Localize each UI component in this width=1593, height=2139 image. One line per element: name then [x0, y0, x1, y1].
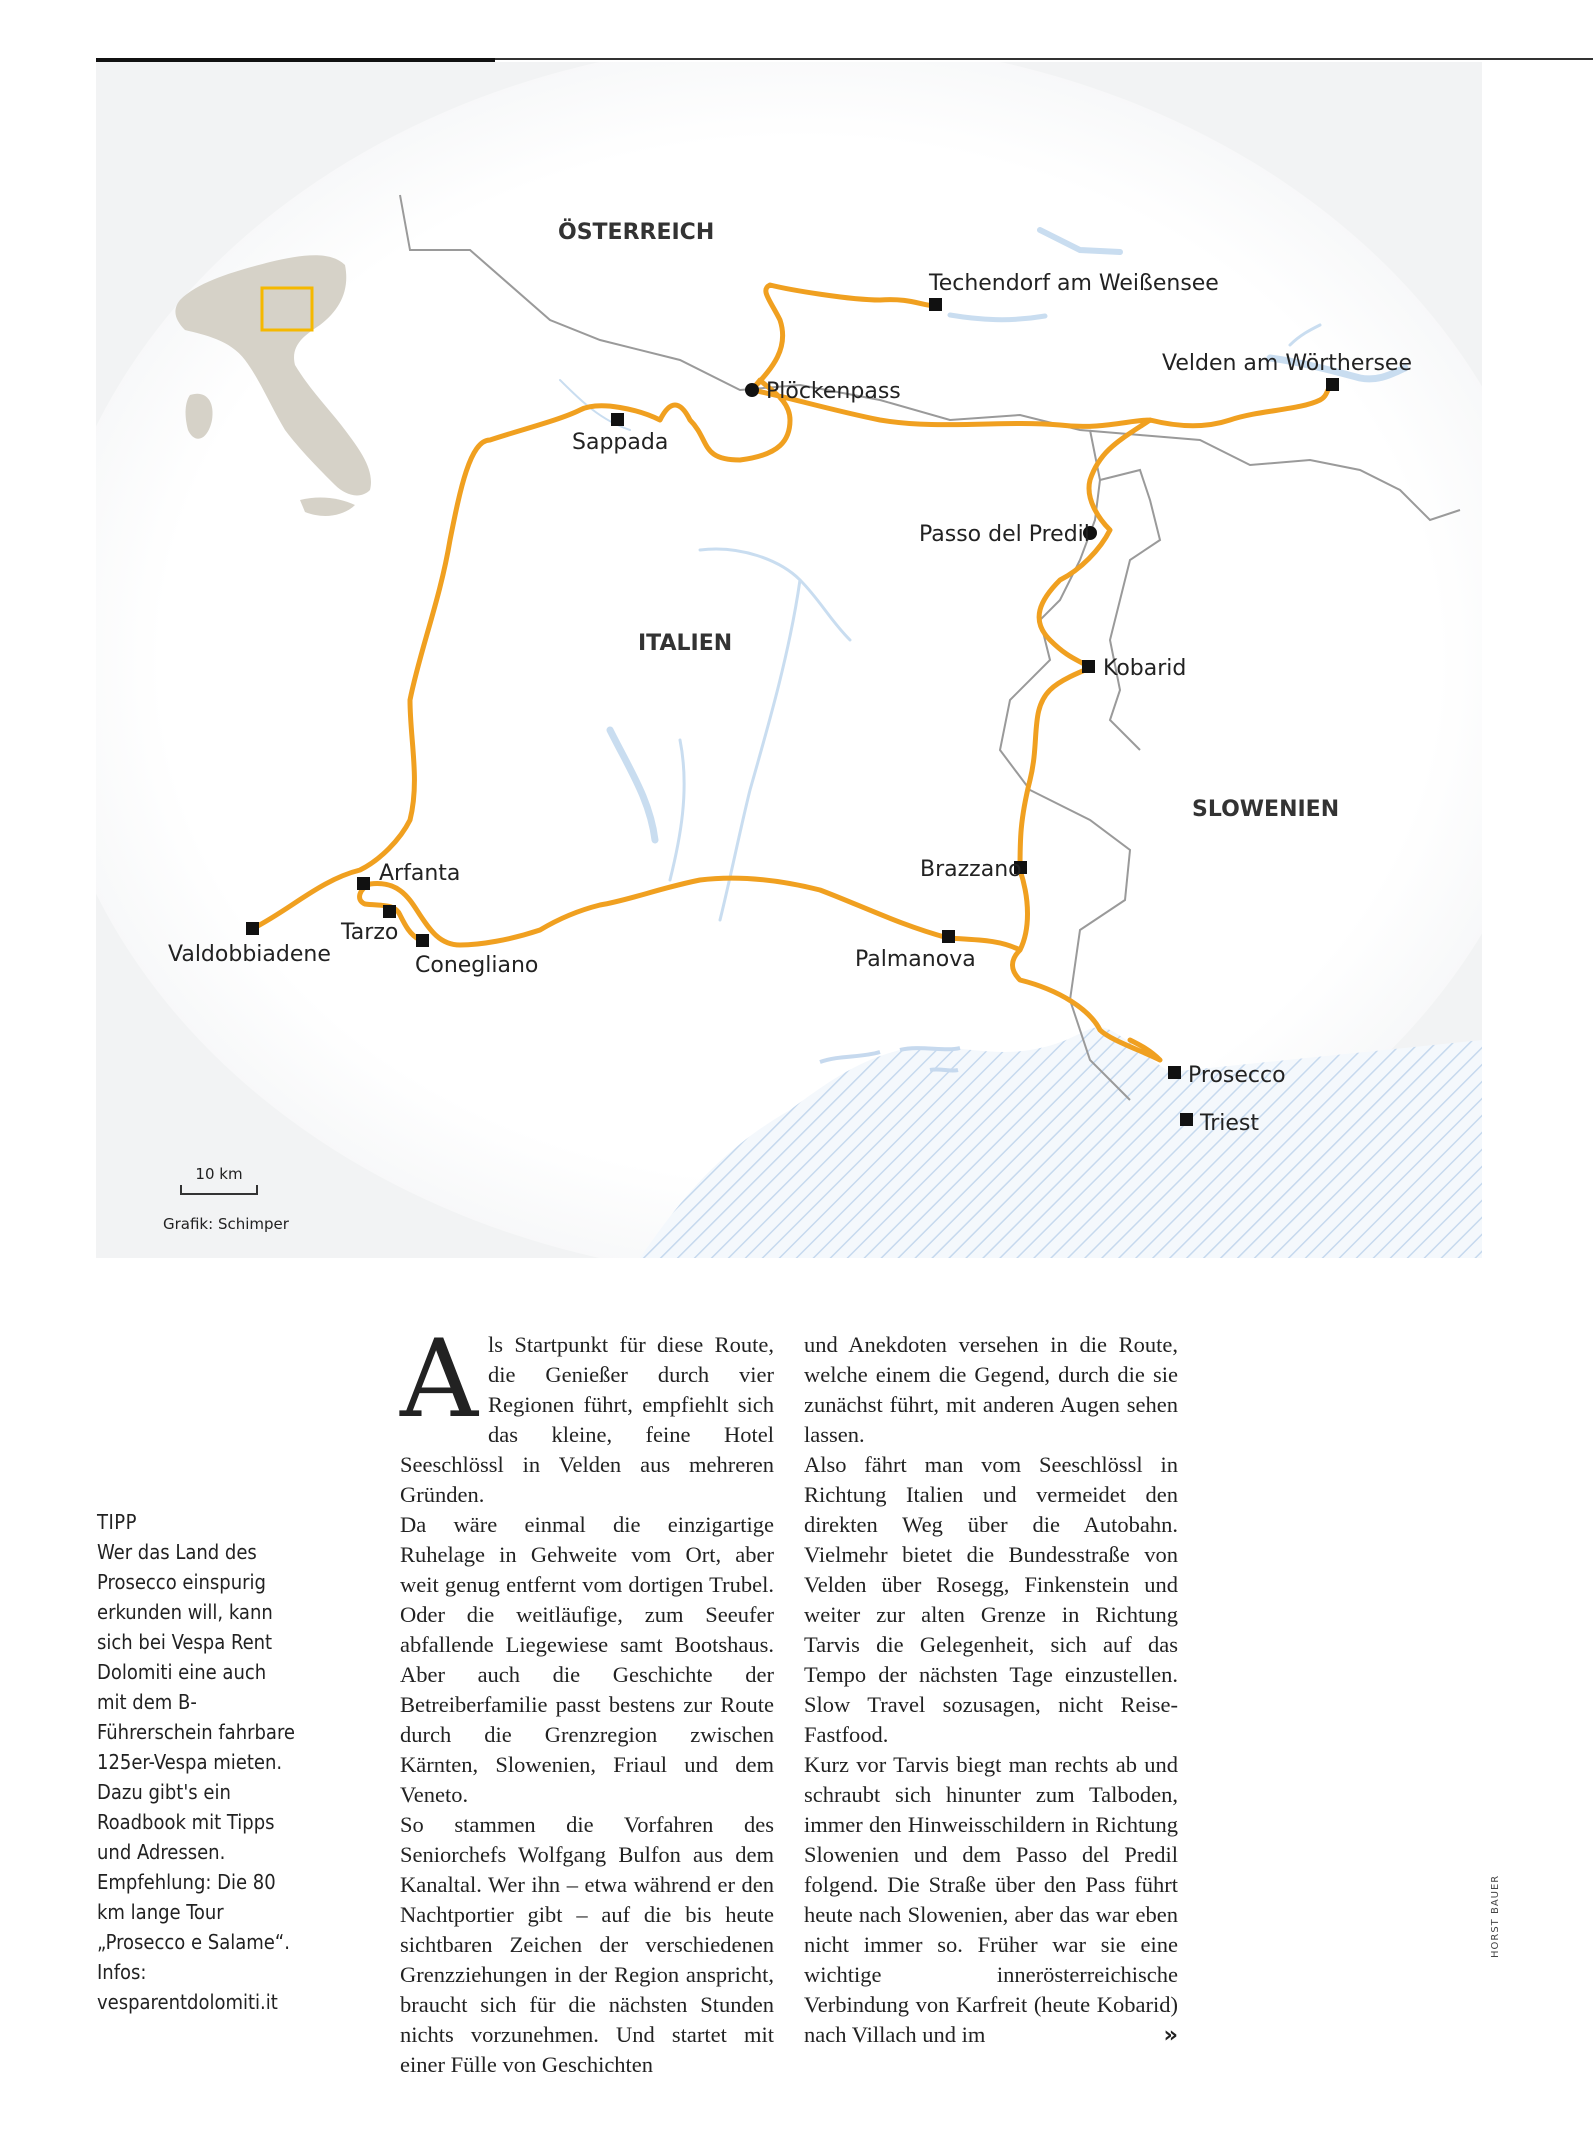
label-tarzo: Tarzo — [341, 920, 399, 945]
article-column-2 — [804, 1330, 1178, 2050]
article-paragraph-5: Also fährt man vom Seeschlössl in Richtung Italien und vermeidet den direkten Weg über die Autobahn. Vielmehr bietet die Bundesstraße von Velden über Rosegg, Finkenstein und weiter zur alten Grenze in Richtung Tarvis die Gelegenheit, sich auf das Tempo der nächsten Tage einzustellen. Slow Travel sozusagen, nicht Reise-Fastfood. — [804, 1452, 1178, 1747]
marker-arfanta — [357, 877, 370, 890]
label-ploeckenpass: Plöckenpass — [766, 379, 901, 404]
article-paragraph-3: So stammen die Vorfahren des Seniorchefs Wolfgang Bulfon aus dem Kanaltal. Wer ihn – etwa während er den Nachtportier gibt – auf die bis heute sichtbaren Zeichen der verschiedenen Grenzziehungen in der Region anspricht, braucht sich für die nächsten Stunden nichts vorzunehmen. Und startet mit einer Fülle von Geschichten — [400, 1812, 774, 2077]
marker-palmanova — [942, 930, 955, 943]
marker-prosecco — [1168, 1066, 1181, 1079]
tipp-box — [97, 1507, 297, 2017]
label-triest: Triest — [1200, 1111, 1259, 1136]
scale-bar — [180, 1185, 258, 1195]
map-scale — [180, 1165, 258, 1195]
label-sappada: Sappada — [572, 430, 669, 455]
label-austria: ÖSTERREICH — [558, 220, 715, 245]
route-map — [96, 62, 1482, 1258]
label-kobarid: Kobarid — [1103, 656, 1187, 681]
label-valdobbiadene: Valdobbiadene — [168, 942, 331, 967]
article-paragraph-6 — [804, 1750, 1178, 2050]
marker-velden — [1326, 378, 1339, 391]
marker-tarzo — [383, 905, 396, 918]
label-prosecco: Prosecco — [1188, 1063, 1286, 1088]
marker-ploeckenpass — [745, 383, 759, 397]
map-credit: Grafik: Schimper — [163, 1215, 289, 1233]
label-slovenia: SLOWENIEN — [1192, 797, 1340, 822]
marker-triest — [1180, 1113, 1193, 1126]
article-paragraph-4: und Anekdoten versehen in die Route, welche einem die Gegend, durch die sie zunächst führt, mit anderen Augen sehen lassen. — [804, 1332, 1178, 1447]
continue-arrow-icon: » — [1163, 2022, 1178, 2048]
marker-sappada — [611, 413, 624, 426]
article-paragraph-1: ls Startpunkt für diese Route, die Genießer durch vier Regionen führt, empfiehlt sich das kleine, feine Hotel Seeschlössl in Velden aus mehreren Gründen. — [400, 1332, 774, 1507]
marker-conegliano — [416, 934, 429, 947]
tipp-title: TIPP — [97, 1510, 137, 1534]
label-palmanova: Palmanova — [855, 947, 976, 972]
label-conegliano: Conegliano — [415, 953, 539, 978]
marker-techendorf — [929, 298, 942, 311]
label-predil: Passo del Predil — [919, 522, 1090, 547]
tipp-text: Wer das Land des Prosecco einspurig erkunden will, kann sich bei Vespa Rent Dolomiti eine auch mit dem B-Führerschein fahrbare 125er-Vespa mieten. Dazu gibt's ein Roadbook mit Tipps und Adressen. Empfehlung: Die 80 km lange Tour „Prosecco e Salame“. Infos: vesparentdolomiti.it — [97, 1540, 295, 2014]
article-paragraph-6-text: Kurz vor Tarvis biegt man rechts ab und schraubt sich hinunter zum Talboden, immer den Hinweisschildern in Richtung Slowenien und dem Passo del Predil folgend. Die Straße über den Pass führt heute nach Slowenien, aber das war eben nicht immer so. Früher war sie eine wichtige innerösterreichische Verbindung von Karfreit (heute Kobarid) nach Villach und im — [804, 1752, 1178, 2047]
dropcap: A — [400, 1317, 478, 1442]
article-column-1 — [400, 1317, 774, 2080]
label-velden: Velden am Wörthersee — [1162, 351, 1412, 376]
marker-kobarid — [1082, 660, 1095, 673]
scale-label: 10 km — [195, 1165, 243, 1183]
label-arfanta: Arfanta — [379, 861, 461, 886]
marker-valdobbiadene — [246, 922, 259, 935]
label-techendorf: Techendorf am Weißensee — [929, 271, 1219, 296]
photo-credit: HORST BAUER — [1490, 1874, 1501, 1958]
article-paragraph-2: Da wäre einmal die einzigartige Ruhelage in Gehweite vom Ort, aber weit genug entfernt vom dortigen Trubel. Oder die weitläufige, zum Seeufer abfallende Liegewiese samt Bootshaus. Aber auch die Geschichte der Betreiberfamilie passt bestens zur Route durch die Grenzregion zwischen Kärnten, Slowenien, Friaul und dem Veneto. — [400, 1512, 774, 1807]
label-italy: ITALIEN — [638, 631, 733, 656]
label-brazzano: Brazzano — [920, 857, 1022, 882]
